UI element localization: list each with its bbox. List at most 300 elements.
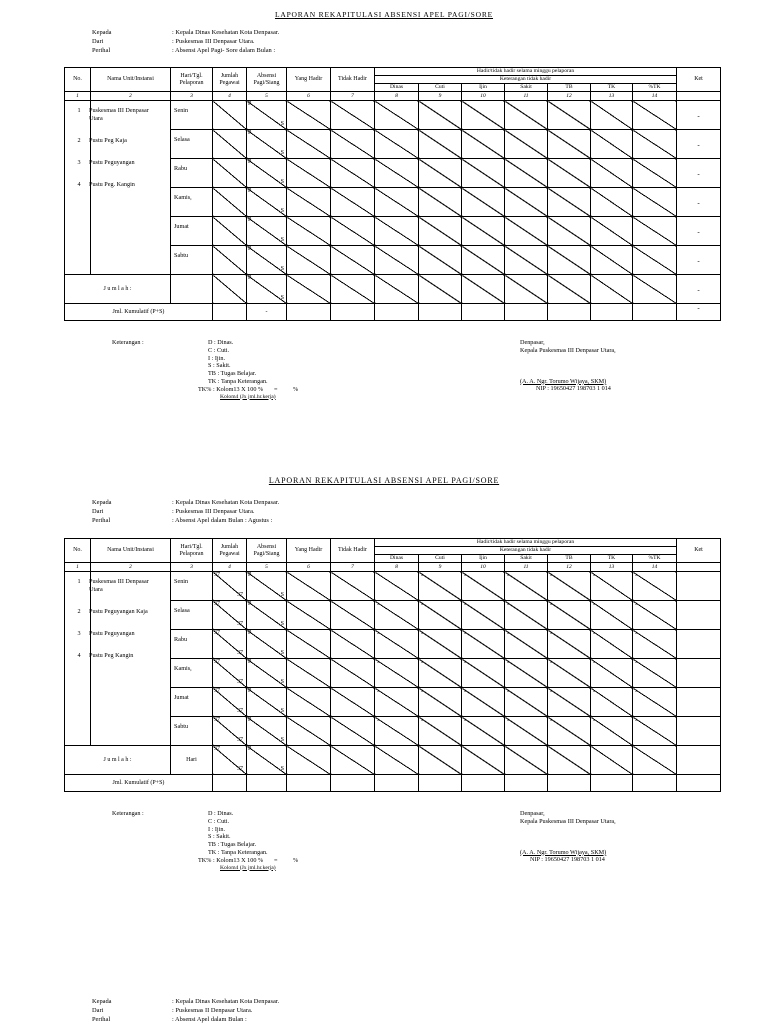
legend-item: I : Ijin.: [208, 825, 226, 833]
dari-label: Dari: [92, 1007, 104, 1014]
col-group: Hadir/tidak hadir selama minggu pelaporan: [375, 68, 677, 76]
count-cell: [375, 746, 419, 775]
kumulatif-label: Jml. Kumulatif (P+S): [65, 775, 213, 792]
s-label: S: [280, 592, 284, 598]
count-cell: [462, 130, 505, 159]
jumlah-pegawai-cell: [213, 159, 247, 188]
legend-item: S : Sakit.: [208, 362, 231, 370]
legend-item: TB : Tugas Belajar.: [208, 370, 257, 378]
col-nama: Nama Unit/Instansi: [91, 68, 171, 92]
count-cell: [331, 130, 375, 159]
count-cell: [331, 159, 375, 188]
count-cell: [375, 601, 419, 630]
count-cell: [375, 130, 419, 159]
empty-dash: -: [507, 718, 509, 724]
empty-dash: -: [593, 573, 595, 579]
count-cell: [505, 246, 548, 275]
formula-percent: %: [292, 856, 299, 864]
unit-list-cell: [77, 101, 171, 275]
count-cell: [287, 188, 331, 217]
ket-cell: [677, 130, 721, 159]
tk-denominator: Kolom4 (Jx jml.hr.kerja): [220, 393, 276, 400]
day-label: Sabtu: [174, 723, 189, 730]
count-cell: [548, 659, 591, 688]
jumlah-pegawai-value: 37: [214, 717, 220, 723]
count-cell: [462, 246, 505, 275]
empty-dash: -: [593, 689, 595, 695]
count-cell: [331, 572, 375, 601]
count-cell: [375, 659, 419, 688]
ket-cell: [677, 746, 721, 775]
count-cell: [548, 717, 591, 746]
dari-label: Dari: [92, 38, 104, 45]
jumlah-pegawai-value: 37: [237, 708, 243, 714]
table-row: [65, 101, 721, 130]
col-sakit: Sakit: [505, 84, 548, 92]
empty-dash: -: [635, 573, 637, 579]
col-tk: TK: [591, 84, 633, 92]
legend-item: C : Cuti.: [208, 346, 230, 354]
jumlah-pegawai-value: 37: [214, 688, 220, 694]
day-cell: [171, 217, 213, 246]
day-cell: [171, 130, 213, 159]
count-cell: [375, 688, 419, 717]
col-index: 5: [247, 563, 287, 572]
count-cell: [419, 601, 462, 630]
p-label: P: [248, 746, 252, 752]
jumlah-pegawai-value: 37: [237, 621, 243, 627]
jumlah-pegawai-value: 37: [237, 592, 243, 598]
kepada-label: Kepada: [92, 499, 112, 506]
legend-item: TK : Tanpa Keterangan.: [208, 848, 268, 856]
count-cell: [633, 246, 677, 275]
col-hadir: Yang Hadir: [287, 539, 331, 563]
count-cell: [548, 188, 591, 217]
ket-cell: [677, 101, 721, 130]
unit-name: Pustu Peg Kaja: [89, 137, 127, 144]
col-pct-tk: %TK: [633, 84, 677, 92]
jumlah-label: J u m l a h :: [65, 746, 171, 775]
signature-block: [520, 810, 616, 864]
absensi-cell: [247, 159, 287, 188]
kumulatif-value: -: [247, 304, 287, 321]
count-cell: [505, 188, 548, 217]
perihal-value: : Absensi Apel Pagi- Sore dalam Bulan :: [172, 47, 276, 54]
perihal-value: : Absensi Apel dalam Bulan : Agustus :: [172, 517, 273, 524]
jumlah-pegawai-cell: [213, 101, 247, 130]
p-label: P: [248, 188, 252, 194]
signature-city: Denpasar,: [520, 810, 545, 817]
count-cell: [375, 217, 419, 246]
s-label: S: [280, 150, 284, 156]
ket-cell: [677, 275, 721, 304]
s-label: S: [280, 679, 284, 685]
count-cell: [548, 101, 591, 130]
empty-dash: -: [507, 689, 509, 695]
col-index: 3: [171, 92, 213, 101]
report-title: LAPORAN REKAPITULASI ABSENSI APEL PAGI/SORE: [268, 476, 500, 485]
count-cell: [462, 275, 505, 304]
signature-nip: NIP : 19650427 198703 1 014: [536, 385, 611, 393]
col-absensi: Absensi Pagi/Siang: [247, 539, 287, 563]
legend-label: Keterangan :: [112, 339, 144, 346]
count-cell: [462, 188, 505, 217]
count-cell: [633, 217, 677, 246]
col-ijin: Ijin: [462, 84, 505, 92]
count-cell: [591, 246, 633, 275]
ket-value: -: [697, 228, 700, 236]
ket-cell: [677, 717, 721, 746]
col-index: 14: [633, 92, 677, 101]
empty-dash: -: [593, 631, 595, 637]
count-cell: [591, 688, 633, 717]
absensi-cell: [247, 659, 287, 688]
jumlah-pegawai-value: 37: [214, 746, 220, 752]
ket-value: -: [697, 304, 700, 312]
kumulatif-row: [65, 304, 721, 321]
empty-dash: -: [507, 573, 509, 579]
count-cell: [462, 688, 505, 717]
count-cell: [419, 246, 462, 275]
col-hari: Hari/Tgl. Pelaporan: [171, 68, 213, 92]
count-cell: [633, 572, 677, 601]
empty-dash: -: [635, 631, 637, 637]
jumlah-hari: [171, 275, 213, 304]
p-label: P: [248, 159, 252, 165]
absensi-cell: [247, 572, 287, 601]
empty-dash: -: [550, 573, 552, 579]
ket-cell: [677, 572, 721, 601]
count-cell: [591, 572, 633, 601]
empty-dash: -: [421, 718, 423, 724]
count-cell: [287, 601, 331, 630]
kepada-value: : Kepala Dinas Kesehatan Kota Denpasar.: [172, 499, 280, 506]
count-cell: [548, 688, 591, 717]
count-cell: [633, 130, 677, 159]
absensi-cell: [247, 746, 287, 775]
unit-no: 4: [77, 181, 81, 188]
count-cell: [287, 717, 331, 746]
count-cell: [505, 101, 548, 130]
count-cell: [375, 717, 419, 746]
absensi-cell: [247, 217, 287, 246]
count-cell: [591, 217, 633, 246]
count-cell: [591, 746, 633, 775]
ket-cell: [677, 601, 721, 630]
day-cell: [171, 630, 213, 659]
col-index: 10: [462, 563, 505, 572]
day-label: Rabu: [174, 636, 188, 643]
count-cell: [331, 746, 375, 775]
count-cell: [548, 601, 591, 630]
formula-equals: =: [273, 856, 278, 864]
count-cell: [331, 717, 375, 746]
empty-dash: -: [421, 573, 423, 579]
jumlah-pegawai-cell: [213, 275, 247, 304]
day-label: Senin: [174, 107, 189, 114]
tk-denominator: Kolom4 (Jx jml.hr.kerja): [220, 864, 276, 871]
col-index: 2: [91, 92, 171, 101]
col-index: 13: [591, 92, 633, 101]
empty-dash: -: [377, 718, 379, 724]
count-cell: [462, 572, 505, 601]
count-cell: [331, 188, 375, 217]
p-label: P: [248, 688, 252, 694]
count-cell: [462, 746, 505, 775]
p-label: P: [248, 275, 252, 281]
legend: [198, 339, 299, 401]
s-label: S: [280, 621, 284, 627]
s-label: S: [280, 179, 284, 185]
count-cell: [462, 659, 505, 688]
empty-dash: -: [421, 689, 423, 695]
count-cell: [287, 159, 331, 188]
p-label: P: [248, 101, 252, 107]
count-cell: [287, 630, 331, 659]
day-label: Jumat: [174, 694, 189, 701]
count-cell: [287, 217, 331, 246]
count-cell: [505, 717, 548, 746]
kumulatif-label: Jml. Kumulatif (P+S): [65, 304, 213, 321]
p-label: P: [248, 246, 252, 252]
col-ket: Ket: [677, 539, 721, 563]
empty-dash: -: [635, 689, 637, 695]
empty-dash: -: [507, 660, 509, 666]
empty-dash: -: [550, 718, 552, 724]
col-sakit: Sakit: [505, 555, 548, 563]
count-cell: [331, 630, 375, 659]
count-cell: [375, 159, 419, 188]
day-cell: [171, 659, 213, 688]
report-title: LAPORAN REKAPITULASI ABSENSI APEL PAGI/SORE: [274, 10, 494, 19]
count-cell: [375, 275, 419, 304]
perihal-label: Perihal: [92, 517, 111, 524]
day-label: Rabu: [174, 165, 188, 172]
col-ket: Ket: [677, 68, 721, 92]
count-cell: [633, 601, 677, 630]
count-cell: [287, 246, 331, 275]
col-dinas: Dinas: [375, 84, 419, 92]
legend-item: TK : Tanpa Keterangan.: [208, 377, 268, 385]
perihal-label: Perihal: [92, 47, 111, 54]
col-index: 14: [633, 563, 677, 572]
p-label: P: [248, 717, 252, 723]
unit-list-cell: [77, 572, 171, 746]
report-header: [92, 28, 279, 55]
col-tb: TB: [548, 555, 591, 563]
col-cuti: Cuti: [419, 555, 462, 563]
ket-value: -: [697, 141, 700, 149]
day-label: Selasa: [174, 607, 190, 614]
count-cell: [505, 275, 548, 304]
absensi-cell: [247, 101, 287, 130]
day-label: Jumat: [174, 223, 189, 230]
dari-value: : Puskesmas III Denpasar Utara.: [172, 38, 255, 45]
count-cell: [505, 572, 548, 601]
unit-name: Pustu Peg. Kangin: [89, 181, 135, 188]
count-cell: [633, 688, 677, 717]
col-tidak-hadir: Tidak Hadir: [331, 68, 375, 92]
day-cell: [171, 101, 213, 130]
count-cell: [505, 746, 548, 775]
count-cell: [591, 630, 633, 659]
count-cell: [287, 275, 331, 304]
s-label: S: [280, 237, 284, 243]
empty-dash: -: [507, 631, 509, 637]
empty-dash: -: [593, 602, 595, 608]
jumlah-row: [65, 746, 721, 775]
count-cell: [419, 130, 462, 159]
formula-percent: %: [292, 385, 299, 393]
count-cell: [331, 275, 375, 304]
s-label: S: [280, 650, 284, 656]
unit-name: Puskesmas III Denpasar Utara: [89, 107, 149, 122]
count-cell: [591, 717, 633, 746]
col-index: 8: [375, 563, 419, 572]
col-cuti: Cuti: [419, 84, 462, 92]
empty-dash: -: [550, 689, 552, 695]
legend-item: D : Dinas.: [208, 339, 234, 346]
count-cell: [331, 217, 375, 246]
day-label: Kamis,: [174, 665, 192, 672]
p-label: P: [248, 630, 252, 636]
day-cell: [171, 717, 213, 746]
col-tb: TB: [548, 84, 591, 92]
col-absensi: Absensi Pagi/Siang: [247, 68, 287, 92]
count-cell: [548, 217, 591, 246]
count-cell: [633, 159, 677, 188]
empty-dash: -: [550, 631, 552, 637]
jumlah-pegawai-cell: [213, 188, 247, 217]
report-header: [92, 498, 279, 525]
dari-value: : Puskesmas III Denpasar Utara.: [172, 508, 255, 515]
dari-label: Dari: [92, 508, 104, 515]
empty-dash: -: [593, 718, 595, 724]
empty-dash: -: [421, 660, 423, 666]
count-cell: [548, 159, 591, 188]
day-cell: [171, 601, 213, 630]
jumlah-pegawai-value: 37: [214, 572, 220, 578]
jumlah-pegawai-cell: [213, 246, 247, 275]
ket-value: -: [697, 170, 700, 178]
count-cell: [633, 275, 677, 304]
s-label: S: [280, 266, 284, 272]
kepada-label: Kepada: [92, 29, 112, 36]
jumlah-pegawai-cell: [213, 630, 247, 659]
day-label: Senin: [174, 578, 189, 585]
ket-cell: [677, 688, 721, 717]
empty-dash: -: [550, 660, 552, 666]
s-label: S: [280, 766, 284, 772]
legend-label: Keterangan :: [112, 810, 144, 817]
col-index: 4: [213, 563, 247, 572]
col-index: 7: [331, 92, 375, 101]
count-cell: [591, 130, 633, 159]
col-tidak-hadir: Tidak Hadir: [331, 539, 375, 563]
empty-dash: -: [550, 602, 552, 608]
count-cell: [419, 101, 462, 130]
count-cell: [419, 159, 462, 188]
ket-cell: [677, 304, 721, 321]
p-label: P: [248, 217, 252, 223]
day-cell: [171, 188, 213, 217]
unit-no: 4: [77, 652, 81, 659]
kepada-value: : Kepala Dinas Kesehatan Kota Denpasar.: [172, 29, 280, 36]
jumlah-pegawai-cell: [213, 717, 247, 746]
jumlah-pegawai-cell: [213, 217, 247, 246]
empty-dash: -: [464, 602, 466, 608]
count-cell: [505, 688, 548, 717]
absensi-cell: [247, 688, 287, 717]
kumulatif-row: [65, 775, 721, 792]
count-cell: [287, 572, 331, 601]
jumlah-pegawai-cell: [213, 130, 247, 159]
count-cell: [419, 275, 462, 304]
legend-item: D : Dinas.: [208, 810, 234, 817]
ket-value: -: [697, 112, 700, 120]
col-index: 4: [213, 92, 247, 101]
count-cell: [287, 659, 331, 688]
formula-equals: =: [273, 385, 278, 393]
empty-dash: -: [507, 602, 509, 608]
count-cell: [548, 130, 591, 159]
jumlah-pegawai-cell: [213, 746, 247, 775]
tk-formula: TK% : Kolom13 X 100 %: [198, 856, 264, 864]
s-label: S: [280, 208, 284, 214]
count-cell: [419, 688, 462, 717]
unit-name: Pustu Peg Kangin: [89, 652, 134, 659]
count-cell: [419, 188, 462, 217]
empty-dash: -: [377, 689, 379, 695]
col-jumlah: Jumlah Pegawai: [213, 539, 247, 563]
col-index: 6: [287, 92, 331, 101]
unit-name: Puskesmas III Denpasar Utara: [89, 578, 149, 593]
unit-no: 2: [77, 137, 81, 144]
count-cell: [287, 688, 331, 717]
col-index: 7: [331, 563, 375, 572]
count-cell: [633, 659, 677, 688]
jumlah-pegawai-value: 37: [237, 679, 243, 685]
absensi-cell: [247, 188, 287, 217]
day-label: Kamis,: [174, 194, 192, 201]
col-index: 9: [419, 563, 462, 572]
count-cell: [505, 130, 548, 159]
count-cell: [591, 275, 633, 304]
ket-value: -: [697, 199, 700, 207]
col-index: 12: [548, 92, 591, 101]
count-cell: [419, 717, 462, 746]
tk-formula: TK% : Kolom13 X 100 %: [198, 385, 264, 393]
count-cell: [548, 246, 591, 275]
ket-cell: [677, 159, 721, 188]
legend: [198, 810, 299, 872]
empty-dash: -: [635, 718, 637, 724]
signature-name: (A. A. Ngr. Torumo Wijaya, SKM): [520, 377, 607, 385]
attendance-table: [64, 67, 720, 321]
count-cell: [548, 275, 591, 304]
count-cell: [419, 630, 462, 659]
day-cell: [171, 159, 213, 188]
empty-dash: -: [421, 631, 423, 637]
col-hari: Hari/Tgl. Pelaporan: [171, 539, 213, 563]
col-dinas: Dinas: [375, 555, 419, 563]
count-cell: [591, 159, 633, 188]
unit-no: 1: [77, 578, 81, 585]
empty-dash: -: [377, 602, 379, 608]
count-cell: [375, 246, 419, 275]
col-pct-tk: %TK: [633, 555, 677, 563]
empty-dash: -: [377, 660, 379, 666]
